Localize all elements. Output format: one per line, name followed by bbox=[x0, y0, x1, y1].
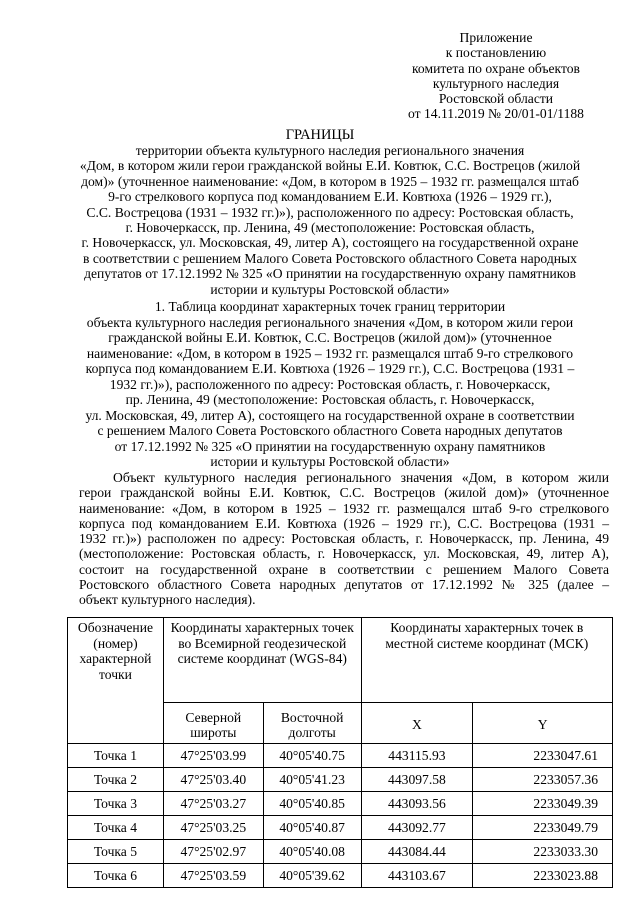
paragraph-line: наименование: «Дом, в котором в 1925 – 1932 гг. размещался штаб 9-го стрелкового bbox=[79, 500, 609, 516]
appendix-block bbox=[396, 30, 596, 122]
cell-north: 47°25'03.99 bbox=[163, 744, 263, 768]
paragraph-line: (местоположение: Ростовская область, г. Новочеркасск, ул. Московская, 49, литер А), bbox=[79, 546, 609, 562]
appendix-line: от 14.11.2019 № 20/01-01/1188 bbox=[408, 106, 584, 122]
table-row bbox=[68, 816, 613, 840]
subtitle-line: истории и культуры Ростовской области» bbox=[210, 281, 450, 297]
cell-y: 2233049.79 bbox=[473, 816, 613, 840]
cell-y: 2233023.88 bbox=[473, 864, 613, 888]
table-row bbox=[68, 768, 613, 792]
cell-east: 40°05'40.85 bbox=[263, 792, 361, 816]
cell-north: 47°25'02.97 bbox=[163, 840, 263, 864]
subtitle-line: г. Новочеркасск, ул. Московская, 49, литер А), состоящего на государственной охране bbox=[81, 235, 579, 251]
cell-point: Точка 6 bbox=[68, 864, 164, 888]
section-line: 1932 гг.)»), расположенного по адресу: Ростовская область, г. Новочеркасск, bbox=[109, 376, 551, 392]
document-title: ГРАНИЦЫ bbox=[285, 127, 355, 143]
paragraph-line: корпуса под командованием Е.И. Ковтюха (1926 – 1929 гг.), С.С. Вострецова (1931 – bbox=[79, 515, 609, 531]
appendix-line: комитета по охране объектов bbox=[412, 60, 580, 76]
paragraph-line: герои гражданской войны Е.И. Ковтюк, С.С. Вострецов (жилой дом)» (уточненное bbox=[79, 485, 609, 501]
header-designation: Обозначение (номер) характерной точки bbox=[68, 618, 164, 744]
appendix-line: культурного наследия bbox=[432, 75, 560, 91]
cell-point: Точка 5 bbox=[68, 840, 164, 864]
cell-x: 443084.44 bbox=[361, 840, 473, 864]
header-east: Восточной долготы bbox=[263, 703, 361, 744]
cell-x: 443115.93 bbox=[361, 744, 473, 768]
cell-east: 40°05'39.62 bbox=[263, 864, 361, 888]
subtitle-line: депутатов от 17.12.1992 № 325 «О принятии на государственную охрану памятников bbox=[84, 266, 576, 282]
table-header-row bbox=[68, 618, 613, 703]
appendix-line: Ростовской области bbox=[438, 91, 554, 107]
subtitle-line: 9-го стрелкового корпуса под командованием Е.И. Ковтюха (1926 – 1929 гг.), bbox=[108, 189, 552, 205]
header-x: X bbox=[361, 703, 473, 744]
subtitle-line: в соответствии с решением Малого Совета Ростовского областного Совета народных bbox=[83, 250, 577, 266]
cell-point: Точка 3 bbox=[68, 792, 164, 816]
cell-x: 443103.67 bbox=[361, 864, 473, 888]
section-line: 1. Таблица координат характерных точек границ территории bbox=[154, 299, 506, 314]
cell-east: 40°05'40.08 bbox=[263, 840, 361, 864]
cell-north: 47°25'03.59 bbox=[163, 864, 263, 888]
header-wgs: Координаты характерных точек во Всемирной геодезической системе координат (WGS-84) bbox=[163, 618, 361, 703]
cell-y: 2233057.36 bbox=[473, 768, 613, 792]
section-line: с решением Малого Совета Ростовского областного Совета народных депутатов bbox=[97, 423, 563, 438]
subtitle-line: дом)» (уточненное наименование: «Дом, в котором в 1925 – 1932 гг. размещался штаб bbox=[81, 173, 579, 189]
section-line: наименование: «Дом, в котором в 1925 – 1932 гг. размещался штаб 9-го стрелкового bbox=[86, 345, 574, 361]
cell-east: 40°05'41.23 bbox=[263, 768, 361, 792]
subtitle-line: г. Новочеркасск, пр. Ленина, 49 (местоположение: Ростовская область, bbox=[125, 220, 535, 236]
body-paragraph bbox=[79, 470, 609, 608]
table-row bbox=[68, 864, 613, 888]
paragraph-line: 1932 гг.)») расположен по адресу: Ростовская область, г. Новочеркасск, пр. Ленина, 49 bbox=[79, 531, 609, 547]
subtitle-line: территории объекта культурного наследия регионального значения bbox=[135, 143, 525, 158]
cell-north: 47°25'03.40 bbox=[163, 768, 263, 792]
cell-y: 2233033.30 bbox=[473, 840, 613, 864]
header-north: Северной широты bbox=[163, 703, 263, 744]
table-row bbox=[68, 792, 613, 816]
appendix-line: к постановлению bbox=[445, 45, 547, 61]
subtitle-line: С.С. Вострецова (1931 – 1932 гг.)»), расположенного по адресу: Ростовская область, bbox=[86, 204, 574, 220]
document-subtitle bbox=[40, 143, 620, 297]
cell-x: 443093.56 bbox=[361, 792, 473, 816]
cell-east: 40°05'40.87 bbox=[263, 816, 361, 840]
cell-north: 47°25'03.27 bbox=[163, 792, 263, 816]
section-line: гражданской войны Е.И. Ковтюк, С.С. Вострецов (жилой дом)» (уточненное bbox=[108, 330, 552, 345]
section-heading bbox=[40, 299, 620, 470]
paragraph-line: объект культурного наследия). bbox=[79, 592, 256, 608]
paragraph-line: Ростовского областного Совета народных депутатов от 17.12.1992 № 325 (далее – bbox=[79, 577, 609, 593]
cell-y: 2233049.39 bbox=[473, 792, 613, 816]
paragraph-line: состоит на государственной охране в соответствии с решением Малого Совета bbox=[79, 561, 609, 577]
section-line: пр. Ленина, 49 (местоположение: Ростовская область, г. Новочеркасск, bbox=[125, 392, 535, 407]
subtitle-line: «Дом, в котором жили герои гражданской войны Е.И. Ковтюк, С.С. Вострецов (жилой bbox=[79, 158, 581, 174]
coordinates-table bbox=[67, 617, 613, 888]
section-line: корпуса под командованием Е.И. Ковтюха (1926 – 1929 гг.), С.С. Вострецова (1931 – bbox=[85, 361, 575, 376]
section-line: объекта культурного наследия регионального значения «Дом, в котором жили герои bbox=[86, 314, 574, 330]
cell-x: 443092.77 bbox=[361, 816, 473, 840]
cell-y: 2233047.61 bbox=[473, 744, 613, 768]
table-row bbox=[68, 840, 613, 864]
paragraph-line: Объект культурного наследия регионального значения «Дом, в котором жили bbox=[113, 470, 609, 485]
section-line: истории и культуры Ростовской области» bbox=[210, 454, 450, 469]
header-msk: Координаты характерных точек в местной системе координат (МСК) bbox=[361, 618, 612, 703]
header-y: Y bbox=[473, 703, 613, 744]
cell-east: 40°05'40.75 bbox=[263, 744, 361, 768]
cell-point: Точка 2 bbox=[68, 768, 164, 792]
cell-point: Точка 1 bbox=[68, 744, 164, 768]
table-row bbox=[68, 744, 613, 768]
cell-north: 47°25'03.25 bbox=[163, 816, 263, 840]
cell-point: Точка 4 bbox=[68, 816, 164, 840]
section-line: ул. Московская, 49, литер А), состоящего на государственной охране в соответствии bbox=[85, 407, 575, 423]
section-line: от 17.12.1992 № 325 «О принятии на государственную охрану памятников bbox=[114, 438, 546, 454]
cell-x: 443097.58 bbox=[361, 768, 473, 792]
appendix-line: Приложение bbox=[459, 30, 533, 45]
